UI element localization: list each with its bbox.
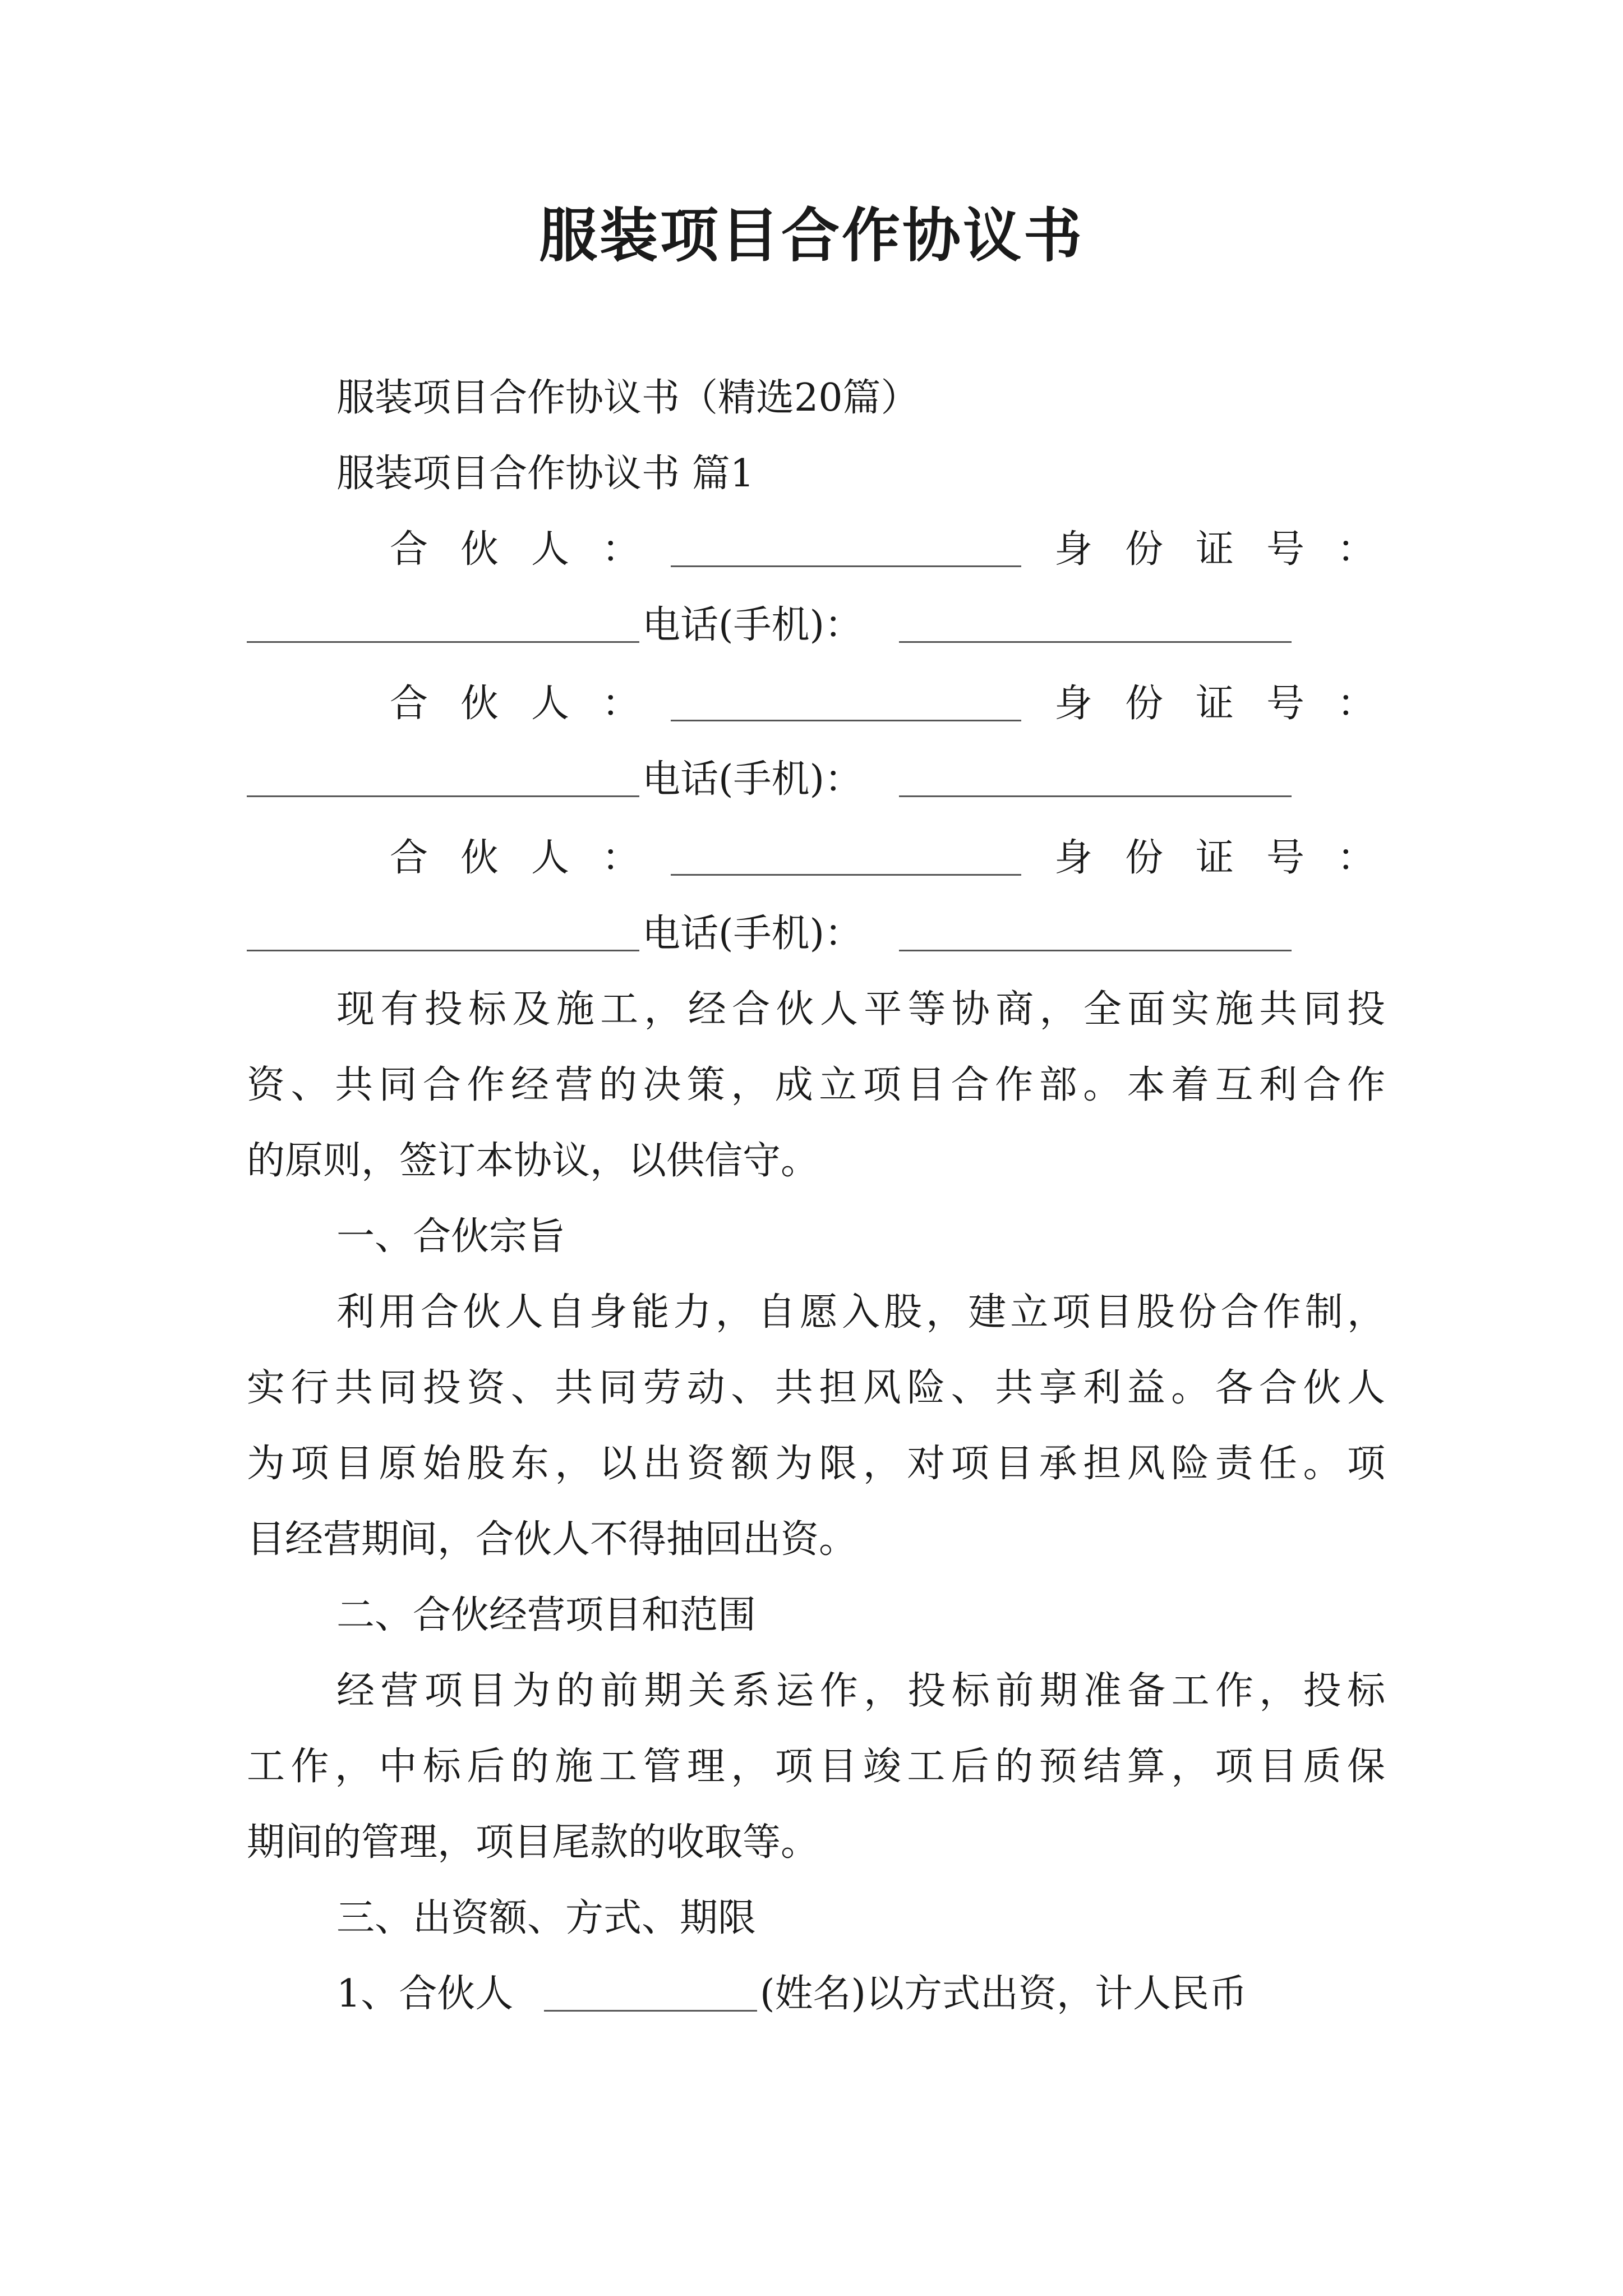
phone-row — [247, 597, 1385, 654]
phone-blank — [899, 602, 1292, 643]
paragraph-line: 的原则，签订本协议，以供信守。 — [247, 1139, 819, 1183]
clause-heading: 二、合伙经营项目和范围 — [336, 1593, 757, 1637]
paragraph-line: 为项目原始股东，以出资额为限，对项目承担风险责任。项 — [247, 1442, 1385, 1486]
clause-item — [336, 1966, 1385, 2022]
partner-label: 合伙人： — [390, 527, 673, 572]
partner-name-blank — [671, 526, 1021, 567]
paragraph-line: 利用合伙人自身能力，自愿入股，建立项目股份合作制， — [336, 1290, 1385, 1335]
partner-name-blank — [671, 835, 1021, 876]
paragraph-line: 现有投标及施工，经合伙人平等协商，全面实施共同投 — [336, 987, 1385, 1032]
section-heading: 服装项目合作协议书 篇1 — [336, 452, 754, 496]
document-title: 服装项目合作协议书 — [538, 201, 1084, 270]
phone-blank — [899, 756, 1292, 797]
partner-row — [247, 522, 1408, 578]
partner-name-blank — [671, 680, 1021, 721]
paragraph-line: 经营项目为的前期关系运作，投标前期准备工作，投标 — [336, 1669, 1385, 1713]
phone-row — [247, 752, 1385, 808]
item-suffix: (姓名)以方式出资，计人民币 — [760, 1972, 1248, 2016]
clause-heading: 三、出资额、方式、期限 — [336, 1896, 757, 1940]
id-number-label: 身份证号： — [1054, 527, 1408, 572]
partner-label: 合伙人： — [390, 836, 673, 880]
partner-name-blank — [544, 1971, 757, 2012]
id-number-blank — [247, 910, 639, 951]
phone-label: 电话(手机)： — [642, 603, 863, 647]
paragraph-line: 期间的管理，项目尾款的收取等。 — [247, 1820, 819, 1865]
partner-row — [247, 830, 1408, 886]
id-number-label: 身份证号： — [1054, 836, 1408, 880]
phone-label: 电话(手机)： — [642, 912, 863, 956]
paragraph-line: 实行共同投资、共同劳动、共担风险、共享利益。各合伙人 — [247, 1366, 1385, 1410]
id-number-blank — [247, 602, 639, 643]
item-prefix: 1、合伙人 — [336, 1972, 514, 2016]
clause-heading: 一、合伙宗旨 — [336, 1214, 566, 1259]
partner-row — [247, 676, 1408, 732]
paragraph-line: 资、共同合作经营的决策，成立项目合作部。本着互利合作 — [247, 1063, 1385, 1107]
id-number-blank — [247, 756, 639, 797]
phone-label: 电话(手机)： — [642, 757, 863, 802]
phone-blank — [899, 910, 1292, 951]
id-number-label: 身份证号： — [1054, 682, 1408, 726]
partner-label: 合伙人： — [390, 682, 673, 726]
paragraph-line: 工作，中标后的施工管理，项目竣工后的预结算，项目质保 — [247, 1745, 1385, 1789]
document-subtitle: 服装项目合作协议书（精选20篇） — [336, 376, 919, 420]
paragraph-line: 目经营期间，合伙人不得抽回出资。 — [247, 1517, 857, 1562]
phone-row — [247, 906, 1385, 962]
